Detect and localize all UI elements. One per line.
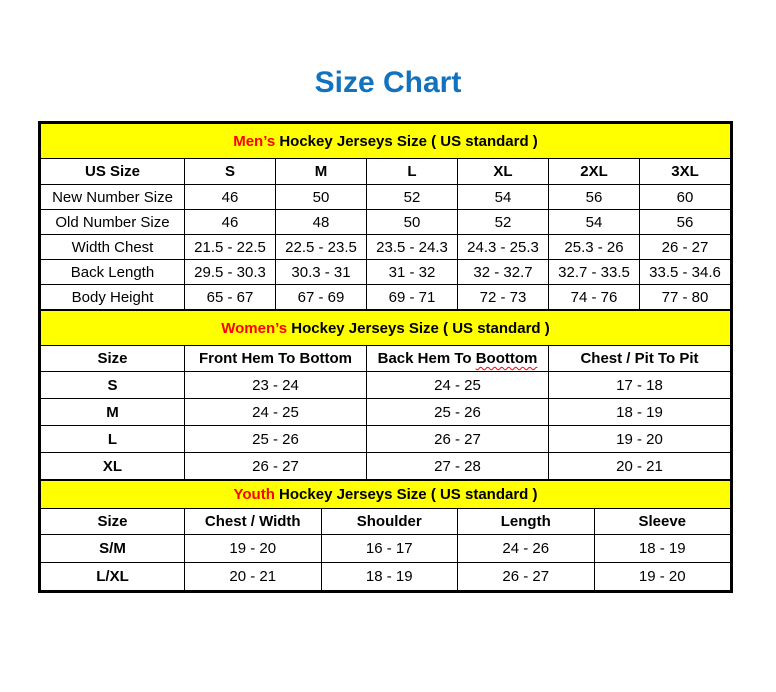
- youth-table-cell: 20 - 21: [185, 563, 322, 591]
- mens-table-row: [41, 260, 731, 285]
- mens-table-cell: 74 - 76: [549, 285, 640, 310]
- mens-table-row: [41, 210, 731, 235]
- mens-table-cell: 22.5 - 23.5: [276, 235, 367, 260]
- youth-table-cell: 16 - 17: [321, 535, 458, 563]
- womens-table-row: [41, 399, 731, 426]
- mens-column-header: M: [276, 159, 367, 185]
- mens-table-cell: 26 - 27: [640, 235, 731, 260]
- mens-table-row: [41, 285, 731, 310]
- youth-table-cell: 18 - 19: [321, 563, 458, 591]
- mens-row-label: Back Length: [41, 260, 185, 285]
- mens-size-table: [40, 123, 731, 310]
- womens-table-cell: 20 - 21: [549, 453, 731, 480]
- mens-table-cell: 32 - 32.7: [458, 260, 549, 285]
- mens-table-cell: 33.5 - 34.6: [640, 260, 731, 285]
- mens-row-label: Body Height: [41, 285, 185, 310]
- mens-row-label: New Number Size: [41, 185, 185, 210]
- youth-title-accent: Youth: [233, 486, 275, 503]
- youth-table-cell: 19 - 20: [594, 563, 731, 591]
- womens-section-title-row: [41, 311, 731, 346]
- page-title: Size Chart: [314, 66, 462, 99]
- youth-size-table: [40, 480, 731, 591]
- mens-table-cell: 54: [458, 185, 549, 210]
- womens-table-row: [41, 453, 731, 480]
- mens-table-cell: 50: [367, 210, 458, 235]
- mens-table-cell: 23.5 - 24.3: [367, 235, 458, 260]
- mens-table-row: [41, 235, 731, 260]
- mens-table-cell: 56: [640, 210, 731, 235]
- womens-row-label: M: [41, 399, 185, 426]
- mens-table-cell: 48: [276, 210, 367, 235]
- mens-table-row: [41, 185, 731, 210]
- womens-section-title: [41, 311, 731, 346]
- mens-table-cell: 30.3 - 31: [276, 260, 367, 285]
- mens-column-header: XL: [458, 159, 549, 185]
- womens-table-cell: 24 - 25: [185, 399, 367, 426]
- mens-table-cell: 50: [276, 185, 367, 210]
- mens-row-label: Old Number Size: [41, 210, 185, 235]
- womens-row-label: XL: [41, 453, 185, 480]
- mens-table-cell: 69 - 71: [367, 285, 458, 310]
- mens-table-cell: 65 - 67: [185, 285, 276, 310]
- mens-column-header: 2XL: [549, 159, 640, 185]
- youth-table-cell: 24 - 26: [458, 535, 595, 563]
- size-tables-container: [38, 121, 733, 593]
- mens-table-cell: 21.5 - 22.5: [185, 235, 276, 260]
- mens-table-cell: 77 - 80: [640, 285, 731, 310]
- womens-table-cell: 25 - 26: [185, 426, 367, 453]
- mens-table-cell: 46: [185, 185, 276, 210]
- mens-column-header: L: [367, 159, 458, 185]
- womens-table-cell: 27 - 28: [367, 453, 549, 480]
- womens-table-cell: 18 - 19: [549, 399, 731, 426]
- mens-row-label: Width Chest: [41, 235, 185, 260]
- womens-table-row: [41, 426, 731, 453]
- column-header-text: Back Hem To: [377, 350, 476, 367]
- womens-size-table: [40, 310, 731, 480]
- mens-table-cell: 31 - 32: [367, 260, 458, 285]
- misspelled-word-squiggle: Boottom: [475, 350, 538, 367]
- womens-title-rest: Hockey Jerseys Size ( US standard ): [287, 319, 550, 337]
- mens-column-header: US Size: [41, 159, 185, 185]
- youth-column-header: Chest / Width: [185, 509, 322, 535]
- womens-table-cell: 17 - 18: [549, 372, 731, 399]
- mens-section-title: [41, 124, 731, 159]
- womens-column-header: Front Hem To Bottom: [185, 346, 367, 372]
- mens-table-cell: 56: [549, 185, 640, 210]
- mens-table-cell: 25.3 - 26: [549, 235, 640, 260]
- mens-table-cell: 29.5 - 30.3: [185, 260, 276, 285]
- mens-table-cell: 52: [458, 210, 549, 235]
- mens-table-cell: 32.7 - 33.5: [549, 260, 640, 285]
- youth-section-title: [41, 481, 731, 509]
- womens-column-header: Chest / Pit To Pit: [549, 346, 731, 372]
- mens-column-header-row: [41, 159, 731, 185]
- youth-table-cell: 18 - 19: [594, 535, 731, 563]
- mens-table-cell: 54: [549, 210, 640, 235]
- mens-title-rest: Hockey Jerseys Size ( US standard ): [275, 132, 538, 150]
- youth-table-cell: 19 - 20: [185, 535, 322, 563]
- mens-column-header: S: [185, 159, 276, 185]
- womens-table-cell: 26 - 27: [367, 426, 549, 453]
- womens-column-header: Size: [41, 346, 185, 372]
- womens-table-cell: 19 - 20: [549, 426, 731, 453]
- mens-table-cell: 67 - 69: [276, 285, 367, 310]
- womens-row-label: S: [41, 372, 185, 399]
- womens-row-label: L: [41, 426, 185, 453]
- youth-column-header: Sleeve: [594, 509, 731, 535]
- womens-column-header-row: [41, 346, 731, 372]
- womens-table-row: [41, 372, 731, 399]
- mens-table-cell: 46: [185, 210, 276, 235]
- womens-title-accent: Women’s: [221, 319, 288, 337]
- youth-section-title-row: [41, 481, 731, 509]
- womens-table-cell: 24 - 25: [367, 372, 549, 399]
- youth-column-header: Size: [41, 509, 185, 535]
- youth-column-header: Length: [458, 509, 595, 535]
- mens-column-header: 3XL: [640, 159, 731, 185]
- mens-section-title-row: [41, 124, 731, 159]
- youth-table-row: [41, 535, 731, 563]
- youth-table-row: [41, 563, 731, 591]
- womens-table-cell: 26 - 27: [185, 453, 367, 480]
- youth-row-label: L/XL: [41, 563, 185, 591]
- womens-column-header: [367, 346, 549, 372]
- youth-title-rest: Hockey Jerseys Size ( US standard ): [274, 486, 538, 503]
- mens-table-cell: 72 - 73: [458, 285, 549, 310]
- youth-table-cell: 26 - 27: [458, 563, 595, 591]
- mens-title-accent: Men’s: [233, 132, 276, 150]
- mens-table-cell: 24.3 - 25.3: [458, 235, 549, 260]
- womens-table-cell: 25 - 26: [367, 399, 549, 426]
- mens-table-cell: 52: [367, 185, 458, 210]
- youth-column-header-row: [41, 509, 731, 535]
- youth-row-label: S/M: [41, 535, 185, 563]
- youth-column-header: Shoulder: [321, 509, 458, 535]
- mens-table-cell: 60: [640, 185, 731, 210]
- womens-table-cell: 23 - 24: [185, 372, 367, 399]
